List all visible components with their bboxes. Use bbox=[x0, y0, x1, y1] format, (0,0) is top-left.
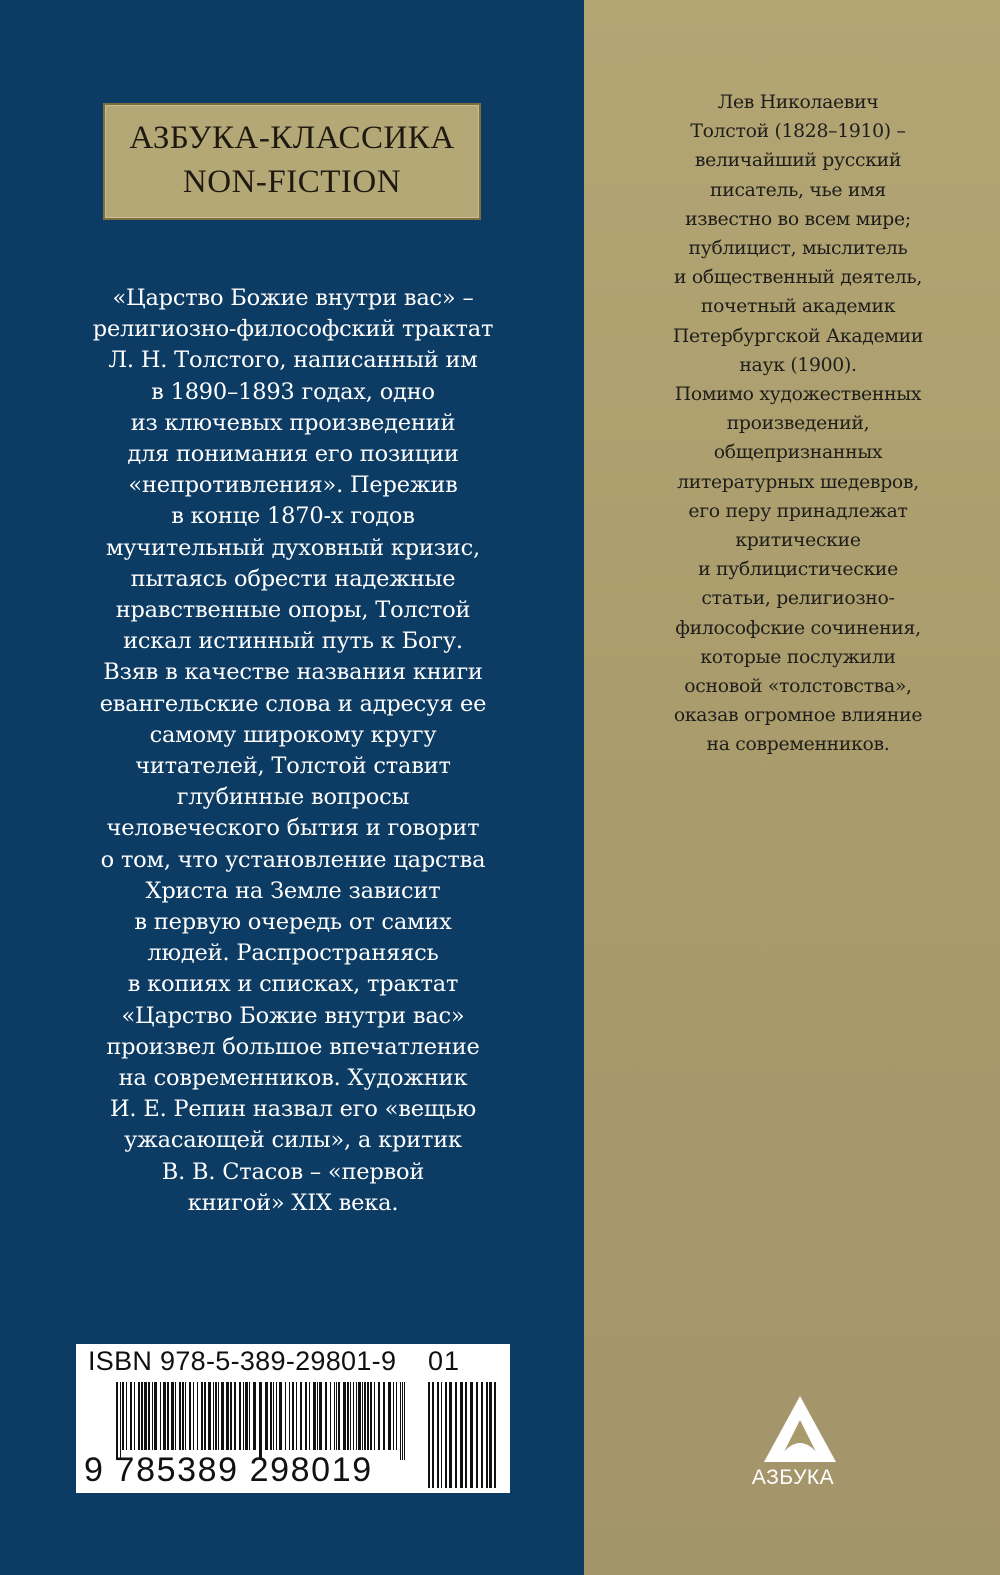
barcode-bar bbox=[122, 1382, 124, 1450]
barcode-bar bbox=[319, 1382, 322, 1450]
barcode-bar bbox=[289, 1382, 290, 1450]
annotation-line: в первую очередь от самих bbox=[134, 909, 452, 936]
annotation-line: Христа на Земле зависит bbox=[145, 877, 441, 904]
annotation-line: книгой» XIX века. bbox=[187, 1189, 399, 1216]
bio-line: оказав огромное влияние bbox=[673, 705, 923, 727]
barcode-bar bbox=[356, 1382, 357, 1450]
annotation-line: в копиях и списках, трактат bbox=[127, 971, 459, 998]
barcode-bar bbox=[152, 1382, 153, 1450]
barcode-bar bbox=[296, 1382, 297, 1450]
barcode-bar bbox=[334, 1382, 335, 1450]
barcode-bar bbox=[400, 1382, 401, 1460]
barcode-bar bbox=[185, 1382, 186, 1450]
barcode-bar bbox=[300, 1382, 302, 1450]
barcode-bar bbox=[460, 1382, 463, 1488]
barcode-bar bbox=[208, 1382, 211, 1450]
bio-line: на современников. bbox=[706, 734, 890, 756]
book-annotation bbox=[60, 283, 526, 1219]
barcode-bar bbox=[134, 1382, 135, 1450]
barcode-bar bbox=[197, 1382, 198, 1450]
barcode-bar bbox=[120, 1382, 121, 1460]
barcode-bar bbox=[338, 1382, 340, 1450]
barcode-bar bbox=[126, 1382, 127, 1450]
barcode-bar bbox=[362, 1382, 363, 1450]
annotation-line: самому широкому кругу bbox=[149, 721, 437, 748]
barcode-bar bbox=[388, 1382, 391, 1450]
barcode-bar bbox=[336, 1382, 337, 1450]
barcode-bar bbox=[393, 1382, 394, 1450]
author-bio bbox=[648, 88, 948, 760]
annotation-line: о том, что установление царства bbox=[100, 846, 486, 873]
barcode-bar bbox=[358, 1382, 361, 1450]
annotation-line: «Царство Божие внутри вас» bbox=[121, 1002, 465, 1029]
barcode-bar bbox=[465, 1382, 467, 1488]
barcode-bar bbox=[305, 1382, 307, 1450]
barcode-bar bbox=[245, 1382, 248, 1450]
barcode-bar bbox=[204, 1382, 206, 1450]
bio-line: Толстой (1828–1910) – bbox=[690, 121, 906, 143]
annotation-line: глубинные вопросы bbox=[176, 784, 410, 811]
annotation-line: «Царство Божие внутри вас» – bbox=[112, 285, 474, 311]
barcode-bar bbox=[367, 1382, 369, 1450]
barcode-bar bbox=[370, 1382, 372, 1450]
bio-line: писатель, чье имя bbox=[710, 179, 886, 201]
annotation-line: В. В. Стасов – «первой bbox=[161, 1158, 425, 1185]
bio-line: которые послужили bbox=[700, 646, 896, 668]
barcode-bar bbox=[226, 1382, 229, 1450]
isbn-addon: 01 bbox=[428, 1346, 461, 1376]
annotation-line: ужасающей силы», а критик bbox=[124, 1127, 462, 1154]
barcode-bar bbox=[285, 1382, 286, 1450]
barcode-bar bbox=[167, 1382, 169, 1450]
annotation-line: религиозно-философский трактат bbox=[92, 316, 494, 343]
barcode-bar bbox=[171, 1382, 174, 1450]
barcode-bar bbox=[428, 1382, 430, 1488]
barcode-bar bbox=[144, 1382, 147, 1450]
annotation-line: И. Е. Репин назвал его «вещью bbox=[110, 1096, 476, 1123]
barcode-bar bbox=[378, 1382, 380, 1450]
barcode-bar bbox=[273, 1382, 274, 1450]
barcode-bar bbox=[350, 1382, 351, 1450]
barcode-bar bbox=[317, 1382, 318, 1450]
barcode-bar bbox=[437, 1382, 439, 1488]
barcode-bar bbox=[449, 1382, 452, 1488]
barcode-bar bbox=[404, 1382, 405, 1460]
barcode-bar bbox=[116, 1382, 118, 1460]
annotation-line: произвел большое впечатление bbox=[106, 1033, 480, 1060]
bio-line: почетный академик bbox=[700, 296, 896, 318]
barcode-bar bbox=[476, 1382, 478, 1488]
barcode-bar bbox=[253, 1382, 256, 1450]
barcode-bar bbox=[243, 1382, 244, 1450]
series-label-box bbox=[103, 103, 481, 220]
barcode-bar bbox=[309, 1382, 310, 1450]
bio-line: основой «толстовства», bbox=[684, 676, 912, 698]
bio-line: статьи, религиозно- bbox=[701, 588, 895, 610]
annotation-line: читателей, Толстой ставит bbox=[135, 753, 451, 780]
isbn-label: ISBN 978-5-389-29801-9 bbox=[88, 1346, 397, 1376]
barcode-bar bbox=[343, 1382, 346, 1450]
barcode-bar bbox=[330, 1382, 331, 1450]
barcode-bar bbox=[175, 1382, 176, 1450]
barcode-bar bbox=[154, 1382, 157, 1450]
barcode-block bbox=[76, 1344, 510, 1493]
annotation-line: людей. Распространяясь bbox=[147, 940, 439, 967]
barcode-bar bbox=[239, 1382, 241, 1450]
barcode-bar bbox=[364, 1382, 366, 1450]
barcode-bar bbox=[182, 1382, 184, 1450]
bio-line: Лев Николаевич bbox=[717, 92, 879, 113]
annotation-line: искал истинный путь к Богу. bbox=[123, 628, 463, 655]
barcode-bar bbox=[160, 1382, 161, 1450]
barcode-bar bbox=[138, 1382, 140, 1450]
bio-line: и публицистические bbox=[698, 559, 898, 581]
barcode-bar bbox=[374, 1382, 375, 1450]
barcode-bar bbox=[292, 1382, 294, 1450]
barcode-bar bbox=[353, 1382, 354, 1450]
barcode-bar bbox=[130, 1382, 132, 1450]
annotation-line: мучительный духовный кризис, bbox=[106, 534, 480, 561]
barcode-bar bbox=[489, 1382, 492, 1488]
barcode-bar bbox=[470, 1382, 473, 1488]
annotation-line: Взяв в качестве названия книги bbox=[103, 659, 483, 686]
bio-line: и общественный деятель, bbox=[673, 267, 922, 289]
series-title: АЗБУКА-КЛАССИКА bbox=[129, 120, 455, 156]
barcode-bar bbox=[218, 1382, 219, 1450]
barcode-bar bbox=[221, 1382, 224, 1450]
barcode-bar bbox=[279, 1382, 282, 1450]
bio-line: наук (1900). bbox=[739, 354, 857, 376]
bio-line: Петербургской Академии bbox=[672, 325, 924, 347]
barcode-bar bbox=[486, 1382, 488, 1488]
annotation-line: евангельские слова и адресуя ее bbox=[99, 690, 487, 717]
barcode-bar bbox=[189, 1382, 191, 1450]
bio-line: величайший русский bbox=[694, 150, 902, 172]
barcode-bar bbox=[445, 1382, 447, 1488]
barcode-bar bbox=[234, 1382, 236, 1450]
annotation-line: нравственные опоры, Толстой bbox=[115, 597, 471, 624]
barcode-bar bbox=[441, 1382, 442, 1488]
annotation-line: в 1890–1893 годах, одно bbox=[151, 378, 435, 405]
barcode-bar bbox=[347, 1382, 349, 1450]
barcode-bar bbox=[215, 1382, 217, 1450]
barcode-bar bbox=[230, 1382, 232, 1450]
barcode-bar bbox=[325, 1382, 327, 1450]
barcode-bar bbox=[402, 1382, 403, 1460]
barcode-bar bbox=[141, 1382, 143, 1450]
barcode-bar bbox=[249, 1382, 250, 1450]
series-subtitle: NON-FICTION bbox=[182, 164, 402, 200]
annotation-line: «непротивления». Пережив bbox=[128, 472, 458, 499]
ean-digits: 9 785389 298019 bbox=[84, 1451, 373, 1489]
barcode-bar bbox=[276, 1382, 277, 1450]
annotation-line: на современников. Художник bbox=[118, 1065, 468, 1092]
annotation-line: пытаясь обрести надежные bbox=[130, 565, 456, 592]
annotation-line: в конце 1870-х годов bbox=[171, 503, 415, 530]
annotation-line: для понимания его позиции bbox=[127, 441, 459, 468]
barcode-bar bbox=[455, 1382, 457, 1488]
bio-line: философские сочинения, bbox=[675, 617, 921, 639]
barcode-bar bbox=[163, 1382, 166, 1450]
barcode-bar bbox=[201, 1382, 203, 1450]
bio-line: критические bbox=[735, 530, 861, 552]
barcode-bar bbox=[383, 1382, 385, 1450]
barcode-bar bbox=[481, 1382, 483, 1488]
bio-line: литературных шедевров, bbox=[677, 471, 919, 493]
barcode-bar bbox=[259, 1382, 262, 1460]
barcode-bar bbox=[396, 1382, 397, 1450]
bio-line: известно во всем мире; bbox=[685, 208, 911, 230]
barcode-bar bbox=[193, 1382, 194, 1450]
barcode-bar bbox=[313, 1382, 316, 1450]
bio-line: Помимо художественных bbox=[674, 384, 922, 406]
annotation-line: из ключевых произведений bbox=[130, 409, 456, 436]
publisher-name: АЗБУКА bbox=[751, 1466, 835, 1489]
barcode-bar bbox=[432, 1382, 434, 1488]
annotation-line: Л. Н. Толстого, написанный им bbox=[108, 347, 478, 374]
annotation-line: человеческого бытия и говорит bbox=[106, 815, 480, 842]
bio-line: общепризнанных bbox=[713, 442, 883, 464]
barcode-bar bbox=[265, 1382, 268, 1450]
bio-line: публицист, мыслитель bbox=[688, 238, 908, 260]
bio-line: произведений, bbox=[726, 413, 870, 435]
bio-line: его перу принадлежат bbox=[688, 500, 908, 522]
barcode-bar bbox=[213, 1382, 214, 1450]
barcode-bar bbox=[270, 1382, 272, 1450]
barcode-bar bbox=[494, 1382, 496, 1488]
barcode-bar bbox=[179, 1382, 181, 1450]
barcode-bar bbox=[148, 1382, 150, 1450]
